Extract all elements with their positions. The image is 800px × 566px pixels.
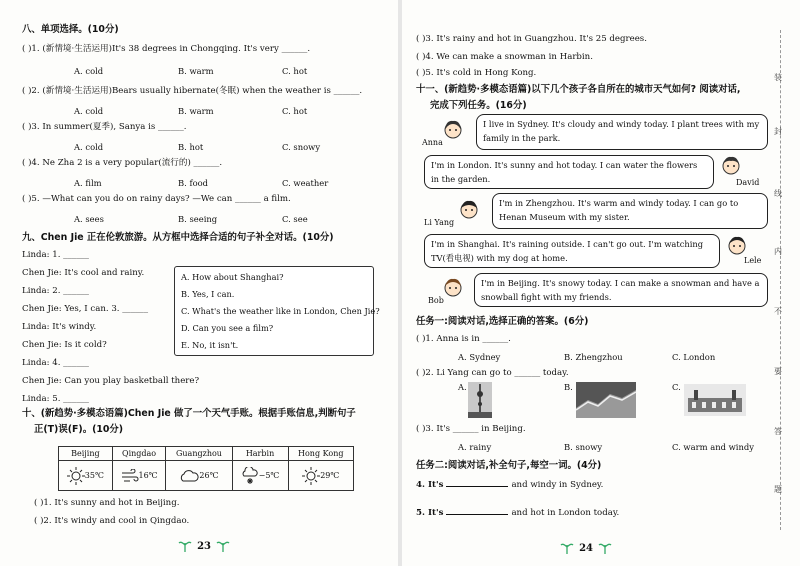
speaker-li-yang: Li Yang [424, 218, 455, 227]
lele-bubble: I'm in Shanghai. It's raining outside. I can't go out. I'm watching TV(看电视) with my dog at home. [424, 234, 720, 268]
speaker-anna: Anna [422, 138, 443, 147]
t2-q5-suffix: and hot in London today. [511, 508, 620, 518]
q1-text: ( )1. (新情境·生活运用)It's 38 degrees in Chongqing. It's very ______. [22, 44, 311, 54]
t1-q1-option-c[interactable]: C. London [672, 352, 716, 362]
dialog-line: Chen Jie: Is it cold? [22, 340, 107, 350]
weather-cell [166, 461, 232, 491]
box-option-c: C. What's the weather like in London, Chen Jie? [181, 306, 380, 316]
left-page [0, 0, 398, 566]
city-beijing: Beijing [59, 447, 113, 461]
bob-avatar [442, 276, 464, 298]
t1-q2-option-c[interactable]: C. [672, 382, 681, 392]
task-2-title: 任务二:阅读对话,补全句子,每空一词。(4分) [416, 460, 602, 471]
right-page [402, 0, 800, 566]
dialog-line: Linda: 4. ______ [22, 358, 89, 368]
dialog-line: Chen Jie: Can you play basketball there? [22, 376, 200, 386]
li-yang-avatar [458, 198, 480, 220]
section-8-title: 八、单项选择。(10分) [22, 24, 119, 35]
dialog-line: Linda: 2. ______ [22, 286, 89, 296]
tower-image [468, 382, 492, 418]
t1-q3-option-a[interactable]: A. rainy [458, 442, 492, 452]
tf-3: ( )3. It's rainy and hot in Guangzhou. It's 25 degrees. [416, 34, 647, 44]
temp-harbin: −5℃ [258, 470, 280, 480]
weather-cell [232, 461, 288, 491]
margin-char: 线 [774, 189, 782, 198]
david-bubble: I'm in London. It's sunny and hot today. I can water the flowers in the garden. [424, 155, 714, 189]
margin-char: 题 [774, 485, 782, 494]
margin-char: 装 [774, 73, 782, 82]
q3-text: ( )3. In summer(夏季), Sanya is ______. [22, 122, 187, 132]
q5-text: ( )5. —What can you do on rainy days? —We can ______ a film. [22, 194, 291, 204]
page-gutter [398, 0, 402, 566]
q5-option-a[interactable]: A. sees [74, 214, 104, 224]
margin-char: 答 [774, 427, 782, 436]
david-avatar [720, 154, 742, 176]
dialog-line: Linda: It's windy. [22, 322, 97, 332]
margin-char: 封 [774, 127, 782, 136]
tf-2: ( )2. It's windy and cool in Qingdao. [34, 516, 190, 526]
box-option-a: A. How about Shanghai? [181, 272, 284, 282]
museum-photo [684, 384, 746, 416]
section-9-title: 九、Chen Jie 正在伦敦旅游。从方框中选择合适的句子补全对话。(10分) [22, 232, 334, 243]
t2-q4-prefix: 4. It's [416, 480, 444, 490]
li-yang-bubble: I'm in Zhengzhou. It's warm and windy today. I can go to Henan Museum with my sister. [492, 193, 768, 229]
weather-journal-table [58, 446, 354, 491]
t2-q5-prefix: 5. It's [416, 508, 444, 518]
great-wall-photo [576, 382, 636, 418]
q5-option-c[interactable]: C. see [282, 214, 308, 224]
sun-icon [302, 467, 320, 485]
speaker-lele: Lele [744, 256, 762, 265]
t1-q3-text: ( )3. It's ______ in Beijing. [416, 424, 526, 434]
weather-cell [59, 461, 113, 491]
q2-text: ( )2. (新情境·生活运用)Bears usually hibernate(冬眠) when the weather is ______. [22, 86, 363, 96]
lele-avatar [726, 234, 748, 256]
temp-hong-kong: 29℃ [320, 470, 340, 480]
anna-bubble: I live in Sydney. It's cloudy and windy today. I plant trees with my family in the park. [476, 114, 768, 150]
q5-option-b[interactable]: B. seeing [178, 214, 218, 224]
speaker-bob: Bob [428, 296, 444, 305]
q2-option-b[interactable]: B. warm [178, 106, 214, 116]
q4-option-a[interactable]: A. film [74, 178, 102, 188]
plant-icon [178, 538, 192, 552]
binding-line [780, 30, 781, 530]
anna-avatar [442, 118, 464, 140]
q2-option-c[interactable]: C. hot [282, 106, 308, 116]
wind-icon [121, 469, 139, 483]
margin-char: 不 [774, 307, 782, 316]
section-11-title-cont: 完成下列任务。(16分) [430, 100, 527, 111]
q3-option-a[interactable]: A. cold [74, 142, 104, 152]
box-option-d: D. Can you see a film? [181, 323, 274, 333]
bob-bubble: I'm in Beijing. It's snowy today. I can make a snowman and have a snowball fight with my friends. [474, 273, 768, 307]
city-hong-kong: Hong Kong [288, 447, 353, 461]
weather-cell [288, 461, 353, 491]
sun-icon [67, 467, 85, 485]
tv-tower-photo [468, 382, 492, 418]
q1-option-a[interactable]: A. cold [74, 66, 104, 76]
great-wall-image [576, 382, 636, 418]
q1-option-b[interactable]: B. warm [178, 66, 214, 76]
t2-q4-suffix: and windy in Sydney. [511, 480, 604, 490]
task-1-title: 任务一:阅读对话,选择正确的答案。(6分) [416, 316, 589, 327]
city-harbin: Harbin [232, 447, 288, 461]
temp-qingdao: 16℃ [138, 470, 158, 480]
t1-q3-option-c[interactable]: C. warm and windy [672, 442, 754, 452]
cloud-icon [179, 469, 199, 483]
t1-q2-option-a[interactable]: A. [458, 382, 467, 392]
plant-icon [560, 540, 574, 554]
t1-q1-option-b[interactable]: B. Zhengzhou [564, 352, 623, 362]
t2-q4 [416, 480, 603, 491]
margin-char: 内 [774, 247, 782, 256]
temp-guangzhou: 26℃ [199, 470, 219, 480]
speaker-david: David [736, 178, 760, 187]
t1-q1-option-a[interactable]: A. Sydney [458, 352, 501, 362]
margin-char: 要 [774, 367, 782, 376]
t2-q5 [416, 508, 619, 519]
plant-icon [598, 540, 612, 554]
q3-option-b[interactable]: B. hot [178, 142, 204, 152]
page-footer-left [178, 534, 230, 553]
weather-cell [112, 461, 166, 491]
plant-icon [216, 538, 230, 552]
tf-5: ( )5. It's cold in Hong Kong. [416, 68, 537, 78]
snow-cloud-icon [241, 467, 259, 485]
q3-option-c[interactable]: C. snowy [282, 142, 321, 152]
box-option-e: E. No, it isn't. [181, 340, 239, 350]
q4-option-c[interactable]: C. weather [282, 178, 329, 188]
museum-image [684, 384, 746, 416]
t1-q1-text: ( )1. Anna is in ______. [416, 334, 511, 344]
q4-option-b[interactable]: B. food [178, 178, 209, 188]
city-qingdao: Qingdao [112, 447, 166, 461]
t2-q4-blank[interactable] [446, 486, 508, 487]
tf-4: ( )4. We can make a snowman in Harbin. [416, 52, 593, 62]
dialog-line: Chen Jie: Yes, I can. 3. ______ [22, 304, 149, 314]
section-11-title: 十一、(新趋势·多模态语篇)以下几个孩子各自所在的城市天气如何? 阅读对话, [416, 84, 741, 95]
dialog-line: Chen Jie: It's cool and rainy. [22, 268, 145, 278]
box-option-b: B. Yes, I can. [181, 289, 235, 299]
q2-option-a[interactable]: A. cold [74, 106, 104, 116]
t1-q2-option-b[interactable]: B. [564, 382, 573, 392]
dialog-line: Linda: 5. ______ [22, 394, 89, 404]
q4-text: ( )4. Ne Zha 2 is a very popular(流行的) ______. [22, 158, 223, 168]
dialog-line: Linda: 1. ______ [22, 250, 89, 260]
page-footer-right [560, 536, 612, 555]
options-box [174, 266, 380, 356]
temp-beijing: 35℃ [84, 470, 104, 480]
page-number-right: 24 [579, 543, 594, 554]
city-guangzhou: Guangzhou [166, 447, 232, 461]
t1-q3-option-b[interactable]: B. snowy [564, 442, 603, 452]
t2-q5-blank[interactable] [446, 514, 508, 515]
tf-1: ( )1. It's sunny and hot in Beijing. [34, 498, 180, 508]
q1-option-c[interactable]: C. hot [282, 66, 308, 76]
page-number-left: 23 [197, 541, 212, 552]
t1-q2-text: ( )2. Li Yang can go to ______ today. [416, 368, 569, 378]
section-10-title-cont: 正(T)误(F)。(10分) [34, 424, 124, 435]
section-10-title: 十、(新趋势·多模态语篇)Chen Jie 做了一个天气手账。根据手账信息,判断句子 [22, 408, 356, 419]
